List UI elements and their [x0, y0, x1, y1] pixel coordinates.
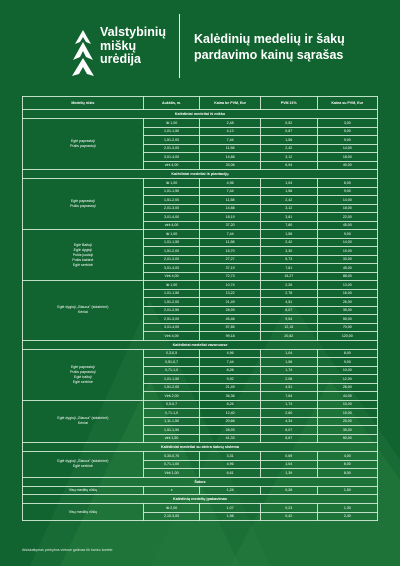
species-cell — [23, 119, 144, 170]
vat-cell: 1,39 — [260, 469, 317, 478]
table-row — [23, 119, 378, 128]
vat-cell: 7,81 — [260, 264, 317, 273]
total-cell: 6,00 — [317, 179, 377, 188]
species-cell — [23, 504, 144, 521]
price-cell: 20,66 — [200, 417, 260, 426]
table-row — [23, 504, 378, 513]
table-row — [23, 349, 378, 358]
payment-footnote: Atsiskaitymas prekybos vietose galimas tik banko kortele — [22, 548, 113, 552]
species-name: Eglė paprastoji — [70, 364, 95, 369]
height-cell: 0,5-0,7 — [143, 400, 200, 409]
total-cell: 10,00 — [317, 366, 377, 375]
vat-cell: 6,07 — [260, 306, 317, 315]
vat-cell: 2,60 — [260, 409, 317, 418]
height-cell: iki 1,00 — [143, 281, 200, 290]
price-cell: 15,70 — [200, 247, 260, 256]
total-cell: 1,30 — [317, 504, 377, 513]
price-cell: 4,96 — [200, 179, 260, 188]
table-header-row — [23, 97, 378, 110]
total-cell: 45,00 — [317, 264, 377, 273]
price-cell: 21,49 — [200, 383, 260, 392]
header-divider — [179, 14, 180, 78]
total-cell: 12,00 — [317, 375, 377, 384]
header-price-no-vat: Kaina be PVM, Eur — [200, 97, 260, 110]
vat-cell: 15,27 — [260, 272, 317, 281]
height-cell: 1,01-1,50 — [143, 187, 200, 196]
vat-cell: 1,74 — [260, 400, 317, 409]
vat-cell: 2,26 — [260, 281, 317, 290]
height-cell: iki 1,00 — [143, 179, 200, 188]
vat-cell: 1,74 — [260, 366, 317, 375]
total-cell: 19,00 — [317, 247, 377, 256]
height-cell: 3,01-4,00 — [143, 264, 200, 273]
vat-cell: 8,67 — [260, 434, 317, 443]
section-title-row — [23, 477, 378, 486]
height-cell: virš 4,00 — [143, 161, 200, 170]
height-cell: 1,01-1,50 — [143, 238, 200, 247]
total-cell: 16,00 — [317, 289, 377, 298]
height-cell: 0,71-1,0 — [143, 366, 200, 375]
vat-cell: 6,07 — [260, 426, 317, 435]
species-cell — [23, 349, 144, 400]
header-price-with-vat: Kaina su PVM, Eur — [317, 97, 377, 110]
logo-line-3: urėdija — [100, 52, 141, 66]
table-row — [23, 486, 378, 495]
vat-cell: 0,26 — [260, 486, 317, 495]
height-cell: 1,01-1,50 — [143, 289, 200, 298]
species-name: Pušis paprastoji — [70, 369, 96, 374]
price-cell: 18,19 — [200, 213, 260, 222]
section-title-row — [23, 443, 378, 452]
vat-cell: 6,94 — [260, 161, 317, 170]
species-name: Pušis kalninė — [72, 257, 94, 262]
tree-logo-icon — [72, 28, 94, 78]
species-name: Eglė paprastoji — [70, 139, 95, 143]
species-name: Eglė serbinė — [72, 464, 93, 469]
vat-cell: 3,81 — [260, 213, 317, 222]
vat-cell: 1,56 — [260, 358, 317, 367]
species-name: Pušis paprastoji — [70, 144, 96, 148]
price-cell: 14,88 — [200, 204, 260, 213]
table-row — [23, 179, 378, 188]
total-cell: 50,00 — [317, 434, 377, 443]
vat-cell: 3,12 — [260, 153, 317, 162]
total-cell: 8,00 — [317, 469, 377, 478]
section-title: Kalėdinių medelių įpakavimas — [23, 495, 378, 504]
height-cell: 0,30-0,70 — [143, 452, 200, 461]
logo-line-1: Valstybinių — [100, 25, 166, 39]
height-cell: 3,01-4,00 — [143, 323, 200, 332]
header-vat: PVM 21% — [260, 97, 317, 110]
price-cell: 11,58 — [200, 144, 260, 153]
vat-cell: 1,04 — [260, 179, 317, 188]
section-title: Kalėdiniai medeliai vazonuose — [23, 340, 378, 349]
height-cell: virš 1,50 — [143, 434, 200, 443]
vat-cell: 12,15 — [260, 323, 317, 332]
total-cell: 35,00 — [317, 306, 377, 315]
header-species: Medelių rūšis — [23, 97, 144, 110]
price-cell: 27,27 — [200, 255, 260, 264]
total-cell: 88,00 — [317, 272, 377, 281]
vat-cell: 7,64 — [260, 392, 317, 401]
total-cell: 44,00 — [317, 392, 377, 401]
total-cell: 9,00 — [317, 230, 377, 239]
height-cell: 1,51-2,00 — [143, 298, 200, 307]
price-table — [22, 96, 378, 521]
height-cell: 1,01-1,50 — [143, 127, 200, 136]
vat-cell: 7,80 — [260, 221, 317, 230]
price-cell: 7,44 — [200, 136, 260, 145]
section-title: Šakos — [23, 477, 378, 486]
total-cell: 14,00 — [317, 144, 377, 153]
height-cell: 0,51-0,7 — [143, 358, 200, 367]
price-cell: 7,44 — [200, 230, 260, 239]
vat-cell: 2,08 — [260, 375, 317, 384]
height-cell: Virš 1,00 — [143, 469, 200, 478]
price-cell: 3,31 — [200, 452, 260, 461]
page-header — [0, 0, 400, 95]
height-cell: iki 2,00 — [143, 504, 200, 513]
price-cell: 11,58 — [200, 196, 260, 205]
price-cell: 13,22 — [200, 289, 260, 298]
height-cell: 1,51-2,00 — [143, 247, 200, 256]
species-cell — [23, 486, 144, 495]
height-cell: 2,01-3,00 — [143, 144, 200, 153]
total-cell: 40,00 — [317, 161, 377, 170]
species-name: Eglė paprastoji — [70, 199, 95, 203]
price-cell: 72,73 — [200, 272, 260, 281]
species-name: Eglė serbinė — [72, 379, 93, 384]
total-cell: 5,00 — [317, 127, 377, 136]
vat-cell: 2,42 — [260, 144, 317, 153]
species-name: Eglė dygioji — [73, 247, 93, 252]
vat-cell: 1,56 — [260, 230, 317, 239]
price-cell: 2,48 — [200, 119, 260, 128]
height-cell: 1,51-2,00 — [143, 383, 200, 392]
vat-cell: 0,42 — [260, 512, 317, 521]
total-cell: 22,00 — [317, 213, 377, 222]
species-name: Kėniai — [77, 310, 88, 315]
section-title: Kalėdiniai medeliai iš plantacijų — [23, 170, 378, 179]
vat-cell: 4,51 — [260, 383, 317, 392]
species-cell — [23, 179, 144, 230]
vat-cell: 0,52 — [260, 119, 317, 128]
height-cell: 1,51-2,00 — [143, 196, 200, 205]
height-cell: iki 1,00 — [143, 119, 200, 128]
price-cell: 4,96 — [200, 349, 260, 358]
total-cell: 120,00 — [317, 332, 377, 341]
section-title-row — [23, 110, 378, 119]
price-cell: 12,40 — [200, 409, 260, 418]
total-cell: 26,00 — [317, 383, 377, 392]
height-cell: iki 1,00 — [143, 230, 200, 239]
total-cell: 10,00 — [317, 400, 377, 409]
height-cell: 3,01-4,00 — [143, 213, 200, 222]
species-name: Eglė dygioji „Glauca" (sidabrinė) — [57, 459, 109, 464]
species-cell — [23, 452, 144, 478]
vat-cell: 2,42 — [260, 196, 317, 205]
species-cell — [23, 230, 144, 281]
species-name: Eglė baltoji — [74, 374, 92, 379]
height-cell: 1,51-1,50 — [143, 426, 200, 435]
table-row — [23, 400, 378, 409]
total-cell: 2,40 — [317, 512, 377, 521]
total-cell: 4,00 — [317, 452, 377, 461]
price-cell: 7,44 — [200, 187, 260, 196]
height-cell: 0,71-1,0 — [143, 409, 200, 418]
height-cell: Virš 4,00 — [143, 332, 200, 341]
section-title-row — [23, 340, 378, 349]
vat-cell: 4,34 — [260, 417, 317, 426]
vat-cell: 1,56 — [260, 187, 317, 196]
table-row — [23, 230, 378, 239]
total-cell: 18,00 — [317, 204, 377, 213]
vat-cell: 0,69 — [260, 452, 317, 461]
height-cell: x — [143, 486, 200, 495]
section-title: Kalėdiniai medeliai su atvira šaknų sistema — [23, 443, 378, 452]
table-row — [23, 452, 378, 461]
vat-cell: 1,04 — [260, 349, 317, 358]
logo-line-2: miškų — [100, 38, 137, 53]
vat-cell: 9,54 — [260, 315, 317, 324]
total-cell: 70,00 — [317, 323, 377, 332]
price-cell: 36,36 — [200, 392, 260, 401]
section-title-row — [23, 170, 378, 179]
height-cell: virš 4,00 — [143, 221, 200, 230]
total-cell: 9,00 — [317, 358, 377, 367]
section-title: Kalėdiniai medeliai iš miško — [23, 110, 378, 119]
vat-cell: 2,42 — [260, 238, 317, 247]
species-name: Kėniai — [77, 421, 88, 426]
price-cell: 10,74 — [200, 281, 260, 290]
price-cell: 6,61 — [200, 469, 260, 478]
total-cell: 35,00 — [317, 426, 377, 435]
total-cell: 6,00 — [317, 349, 377, 358]
price-cell: 41,33 — [200, 434, 260, 443]
species-name: Pušis paprastoji — [70, 204, 96, 208]
height-cell: Virš 4,00 — [143, 272, 200, 281]
vat-cell: 1,56 — [260, 136, 317, 145]
height-cell: 0,3-0,5 — [143, 349, 200, 358]
price-cell: 21,49 — [200, 298, 260, 307]
vat-cell: 20,82 — [260, 332, 317, 341]
total-cell: 9,00 — [317, 136, 377, 145]
height-cell: Virš 2,00 — [143, 392, 200, 401]
total-cell: 25,00 — [317, 417, 377, 426]
vat-cell: 5,73 — [260, 255, 317, 264]
price-cell: 4,96 — [200, 460, 260, 469]
title-line-2: pardavimo kainų sąrašas — [194, 48, 344, 62]
price-cell: 4,13 — [200, 127, 260, 136]
price-cell: 1,98 — [200, 512, 260, 521]
height-cell: 2,01-2,50 — [143, 306, 200, 315]
total-cell: 6,00 — [317, 460, 377, 469]
price-cell: 28,93 — [200, 306, 260, 315]
page-title — [194, 31, 345, 63]
price-cell: 1,24 — [200, 486, 260, 495]
total-cell: 15,00 — [317, 409, 377, 418]
vat-cell: 4,51 — [260, 298, 317, 307]
vat-cell: 2,78 — [260, 289, 317, 298]
height-cell: 1,01-1,50 — [143, 375, 200, 384]
price-cell: 37,20 — [200, 221, 260, 230]
species-name: Eglė dygioji „Glauca" (sidabrinė) — [57, 305, 109, 310]
price-cell: 9,92 — [200, 375, 260, 384]
price-cell: 14,88 — [200, 153, 260, 162]
height-cell: 0,71-1,00 — [143, 460, 200, 469]
height-cell: 2,01-3,00 — [143, 204, 200, 213]
species-name: Pušis juodoji — [72, 252, 93, 257]
total-cell: 9,00 — [317, 187, 377, 196]
species-name: Visų medžių rūšių — [68, 487, 97, 492]
price-cell: 11,58 — [200, 238, 260, 247]
price-table-body — [23, 110, 378, 521]
title-line-1: Kalėdinių medelių ir šakų — [194, 32, 345, 46]
total-cell: 26,00 — [317, 298, 377, 307]
price-cell: 45,46 — [200, 315, 260, 324]
price-cell: 28,93 — [200, 426, 260, 435]
species-name: Eglė dygioji „Glauca" (sidabrinė) — [57, 416, 109, 421]
price-cell: 99,18 — [200, 332, 260, 341]
height-cell: 1,51-2,00 — [143, 136, 200, 145]
organization-logo-text — [100, 26, 166, 67]
total-cell: 14,00 — [317, 238, 377, 247]
total-cell: 13,00 — [317, 281, 377, 290]
height-cell: 2,51-3,00 — [143, 315, 200, 324]
header-height: Aukštis, m. — [143, 97, 200, 110]
species-name: Visų medžių rūšių — [68, 509, 97, 514]
price-cell: 1,07 — [200, 504, 260, 513]
species-name: Eglė Baltoji — [73, 242, 92, 247]
total-cell: 45,00 — [317, 221, 377, 230]
price-cell: 8,26 — [200, 366, 260, 375]
total-cell: 1,50 — [317, 486, 377, 495]
vat-cell: 0,23 — [260, 504, 317, 513]
height-cell: 2,01-3,00 — [143, 255, 200, 264]
height-cell: 1,11-1,50 — [143, 417, 200, 426]
total-cell: 33,00 — [317, 255, 377, 264]
vat-cell: 1,04 — [260, 460, 317, 469]
price-cell: 33,06 — [200, 161, 260, 170]
vat-cell: 0,87 — [260, 127, 317, 136]
section-title-row — [23, 495, 378, 504]
height-cell: 3,01-4,00 — [143, 153, 200, 162]
total-cell: 14,00 — [317, 196, 377, 205]
price-cell: 37,19 — [200, 264, 260, 273]
total-cell: 55,00 — [317, 315, 377, 324]
total-cell: 18,00 — [317, 153, 377, 162]
price-cell: 57,85 — [200, 323, 260, 332]
total-cell: 3,00 — [317, 119, 377, 128]
vat-cell: 3,12 — [260, 204, 317, 213]
vat-cell: 3,30 — [260, 247, 317, 256]
species-cell — [23, 281, 144, 341]
price-cell: 7,44 — [200, 358, 260, 367]
price-cell: 8,26 — [200, 400, 260, 409]
species-cell — [23, 400, 144, 443]
table-row — [23, 281, 378, 290]
height-cell: 2,10-3,00 — [143, 512, 200, 521]
species-name: Eglė serbinė — [72, 262, 93, 267]
